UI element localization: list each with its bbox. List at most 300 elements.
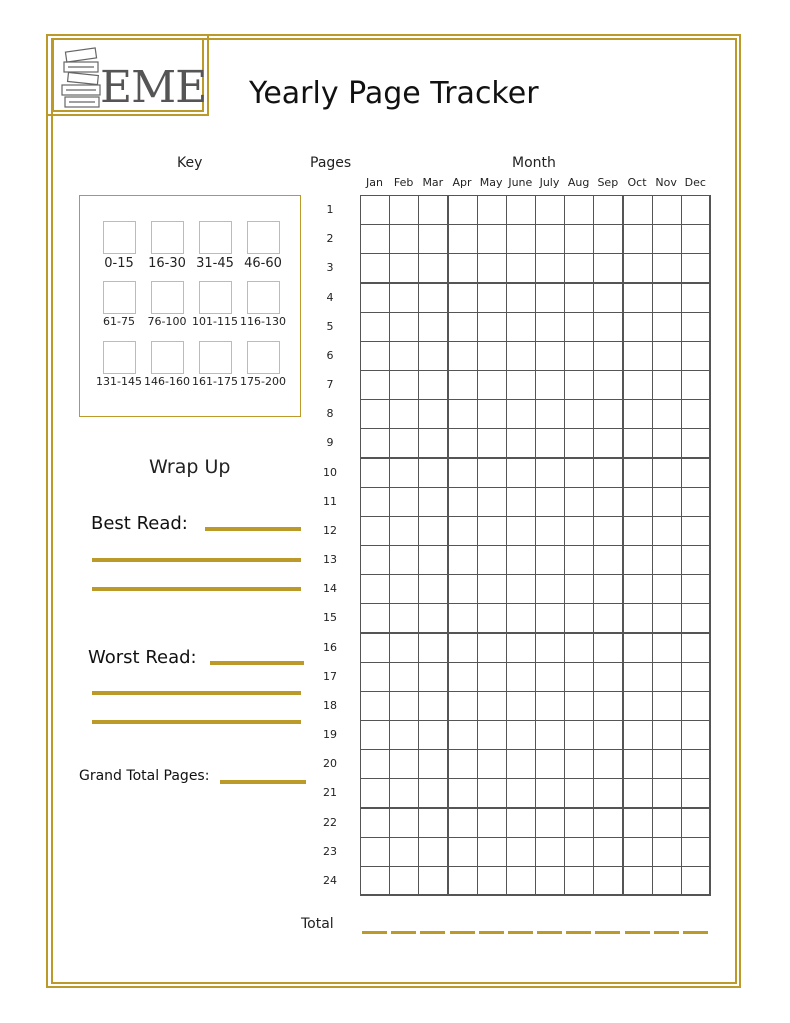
- tracker-cell[interactable]: [652, 516, 682, 546]
- tracker-cell[interactable]: [477, 370, 507, 400]
- month-total-line[interactable]: [683, 931, 708, 934]
- key-swatch[interactable]: [247, 221, 280, 254]
- tracker-cell[interactable]: [360, 808, 390, 838]
- tracker-cell[interactable]: [418, 312, 448, 342]
- tracker-cell[interactable]: [623, 253, 653, 283]
- tracker-cell[interactable]: [652, 691, 682, 721]
- tracker-cell[interactable]: [418, 837, 448, 867]
- tracker-cell[interactable]: [535, 195, 565, 225]
- tracker-cell[interactable]: [448, 516, 478, 546]
- tracker-cell[interactable]: [506, 720, 536, 750]
- tracker-cell[interactable]: [477, 224, 507, 254]
- tracker-cell[interactable]: [477, 691, 507, 721]
- tracker-cell[interactable]: [477, 574, 507, 604]
- tracker-cell[interactable]: [418, 370, 448, 400]
- tracker-cell[interactable]: [564, 574, 594, 604]
- tracker-cell[interactable]: [535, 224, 565, 254]
- tracker-cell[interactable]: [535, 662, 565, 692]
- tracker-cell[interactable]: [535, 778, 565, 808]
- tracker-cell[interactable]: [506, 808, 536, 838]
- tracker-cell[interactable]: [389, 662, 419, 692]
- tracker-cell[interactable]: [448, 866, 478, 896]
- tracker-cell[interactable]: [564, 341, 594, 371]
- tracker-cell[interactable]: [477, 487, 507, 517]
- tracker-cell[interactable]: [360, 866, 390, 896]
- tracker-cell[interactable]: [418, 574, 448, 604]
- tracker-cell[interactable]: [535, 545, 565, 575]
- tracker-cell[interactable]: [652, 370, 682, 400]
- tracker-cell[interactable]: [418, 341, 448, 371]
- tracker-cell[interactable]: [506, 603, 536, 633]
- tracker-cell[interactable]: [623, 837, 653, 867]
- tracker-cell[interactable]: [506, 633, 536, 663]
- tracker-cell[interactable]: [535, 487, 565, 517]
- tracker-cell[interactable]: [535, 253, 565, 283]
- tracker-cell[interactable]: [448, 283, 478, 313]
- tracker-cell[interactable]: [535, 691, 565, 721]
- tracker-cell[interactable]: [477, 633, 507, 663]
- tracker-cell[interactable]: [360, 428, 390, 458]
- tracker-cell[interactable]: [681, 808, 711, 838]
- tracker-cell[interactable]: [418, 224, 448, 254]
- tracker-cell[interactable]: [623, 778, 653, 808]
- tracker-cell[interactable]: [623, 545, 653, 575]
- tracker-cell[interactable]: [681, 224, 711, 254]
- tracker-cell[interactable]: [448, 720, 478, 750]
- tracker-cell[interactable]: [360, 778, 390, 808]
- tracker-cell[interactable]: [593, 691, 623, 721]
- tracker-cell[interactable]: [418, 516, 448, 546]
- tracker-cell[interactable]: [389, 808, 419, 838]
- tracker-cell[interactable]: [389, 370, 419, 400]
- tracker-cell[interactable]: [652, 458, 682, 488]
- tracker-cell[interactable]: [389, 312, 419, 342]
- tracker-cell[interactable]: [477, 312, 507, 342]
- tracker-cell[interactable]: [389, 574, 419, 604]
- tracker-cell[interactable]: [623, 691, 653, 721]
- tracker-cell[interactable]: [593, 428, 623, 458]
- tracker-cell[interactable]: [681, 691, 711, 721]
- tracker-cell[interactable]: [593, 749, 623, 779]
- tracker-cell[interactable]: [652, 633, 682, 663]
- tracker-cell[interactable]: [418, 808, 448, 838]
- tracker-cell[interactable]: [448, 428, 478, 458]
- tracker-cell[interactable]: [623, 808, 653, 838]
- tracker-cell[interactable]: [418, 720, 448, 750]
- tracker-cell[interactable]: [448, 195, 478, 225]
- tracker-cell[interactable]: [506, 749, 536, 779]
- tracker-cell[interactable]: [652, 253, 682, 283]
- tracker-cell[interactable]: [593, 487, 623, 517]
- best-read-line-1[interactable]: [205, 527, 301, 531]
- tracker-cell[interactable]: [681, 283, 711, 313]
- key-swatch[interactable]: [151, 281, 184, 314]
- tracker-cell[interactable]: [593, 370, 623, 400]
- tracker-cell[interactable]: [360, 633, 390, 663]
- tracker-cell[interactable]: [418, 545, 448, 575]
- tracker-cell[interactable]: [652, 778, 682, 808]
- tracker-cell[interactable]: [360, 399, 390, 429]
- tracker-cell[interactable]: [448, 691, 478, 721]
- tracker-cell[interactable]: [389, 428, 419, 458]
- tracker-cell[interactable]: [535, 749, 565, 779]
- tracker-cell[interactable]: [477, 399, 507, 429]
- month-total-line[interactable]: [479, 931, 504, 934]
- month-total-line[interactable]: [537, 931, 562, 934]
- key-swatch[interactable]: [151, 341, 184, 374]
- tracker-cell[interactable]: [623, 428, 653, 458]
- tracker-cell[interactable]: [564, 399, 594, 429]
- tracker-cell[interactable]: [623, 574, 653, 604]
- tracker-cell[interactable]: [389, 778, 419, 808]
- tracker-cell[interactable]: [360, 195, 390, 225]
- tracker-cell[interactable]: [564, 720, 594, 750]
- tracker-cell[interactable]: [477, 253, 507, 283]
- month-total-line[interactable]: [391, 931, 416, 934]
- tracker-cell[interactable]: [448, 312, 478, 342]
- tracker-cell[interactable]: [535, 603, 565, 633]
- tracker-cell[interactable]: [360, 253, 390, 283]
- tracker-cell[interactable]: [593, 837, 623, 867]
- tracker-cell[interactable]: [652, 545, 682, 575]
- month-total-line[interactable]: [566, 931, 591, 934]
- tracker-cell[interactable]: [389, 487, 419, 517]
- tracker-cell[interactable]: [506, 778, 536, 808]
- tracker-cell[interactable]: [535, 574, 565, 604]
- tracker-cell[interactable]: [593, 283, 623, 313]
- tracker-cell[interactable]: [360, 574, 390, 604]
- tracker-cell[interactable]: [681, 487, 711, 517]
- tracker-cell[interactable]: [652, 720, 682, 750]
- tracker-cell[interactable]: [506, 253, 536, 283]
- tracker-cell[interactable]: [506, 866, 536, 896]
- key-swatch[interactable]: [247, 341, 280, 374]
- tracker-cell[interactable]: [389, 283, 419, 313]
- tracker-cell[interactable]: [477, 749, 507, 779]
- tracker-cell[interactable]: [593, 224, 623, 254]
- tracker-cell[interactable]: [418, 253, 448, 283]
- tracker-cell[interactable]: [506, 399, 536, 429]
- tracker-cell[interactable]: [535, 399, 565, 429]
- tracker-cell[interactable]: [506, 691, 536, 721]
- tracker-cell[interactable]: [535, 312, 565, 342]
- tracker-cell[interactable]: [389, 253, 419, 283]
- tracker-cell[interactable]: [535, 720, 565, 750]
- tracker-cell[interactable]: [448, 574, 478, 604]
- tracker-cell[interactable]: [652, 866, 682, 896]
- tracker-cell[interactable]: [564, 808, 594, 838]
- tracker-cell[interactable]: [593, 195, 623, 225]
- tracker-cell[interactable]: [593, 633, 623, 663]
- tracker-cell[interactable]: [681, 341, 711, 371]
- tracker-cell[interactable]: [506, 370, 536, 400]
- tracker-cell[interactable]: [506, 545, 536, 575]
- tracker-cell[interactable]: [623, 487, 653, 517]
- tracker-cell[interactable]: [623, 399, 653, 429]
- key-swatch[interactable]: [103, 221, 136, 254]
- month-total-line[interactable]: [625, 931, 650, 934]
- tracker-cell[interactable]: [506, 428, 536, 458]
- tracker-cell[interactable]: [593, 516, 623, 546]
- tracker-cell[interactable]: [418, 428, 448, 458]
- tracker-cell[interactable]: [477, 195, 507, 225]
- tracker-cell[interactable]: [448, 224, 478, 254]
- tracker-cell[interactable]: [418, 691, 448, 721]
- tracker-cell[interactable]: [477, 428, 507, 458]
- tracker-cell[interactable]: [652, 283, 682, 313]
- tracker-cell[interactable]: [623, 458, 653, 488]
- tracker-cell[interactable]: [418, 399, 448, 429]
- worst-read-line-2[interactable]: [92, 691, 301, 695]
- tracker-cell[interactable]: [593, 458, 623, 488]
- tracker-cell[interactable]: [448, 458, 478, 488]
- tracker-cell[interactable]: [418, 195, 448, 225]
- tracker-cell[interactable]: [652, 399, 682, 429]
- key-swatch[interactable]: [199, 221, 232, 254]
- tracker-cell[interactable]: [652, 224, 682, 254]
- tracker-cell[interactable]: [506, 837, 536, 867]
- tracker-cell[interactable]: [623, 720, 653, 750]
- tracker-cell[interactable]: [506, 458, 536, 488]
- tracker-cell[interactable]: [389, 458, 419, 488]
- tracker-cell[interactable]: [681, 399, 711, 429]
- tracker-cell[interactable]: [389, 633, 419, 663]
- tracker-cell[interactable]: [360, 516, 390, 546]
- tracker-cell[interactable]: [477, 516, 507, 546]
- tracker-cell[interactable]: [652, 487, 682, 517]
- tracker-cell[interactable]: [681, 545, 711, 575]
- key-swatch[interactable]: [151, 221, 184, 254]
- tracker-cell[interactable]: [477, 283, 507, 313]
- tracker-cell[interactable]: [623, 370, 653, 400]
- tracker-cell[interactable]: [535, 866, 565, 896]
- tracker-cell[interactable]: [477, 866, 507, 896]
- tracker-cell[interactable]: [623, 516, 653, 546]
- tracker-cell[interactable]: [418, 662, 448, 692]
- key-swatch[interactable]: [247, 281, 280, 314]
- tracker-cell[interactable]: [564, 633, 594, 663]
- tracker-cell[interactable]: [623, 633, 653, 663]
- tracker-cell[interactable]: [506, 341, 536, 371]
- tracker-cell[interactable]: [535, 370, 565, 400]
- tracker-cell[interactable]: [681, 603, 711, 633]
- tracker-cell[interactable]: [389, 603, 419, 633]
- tracker-cell[interactable]: [477, 545, 507, 575]
- best-read-line-2[interactable]: [92, 558, 301, 562]
- tracker-cell[interactable]: [535, 341, 565, 371]
- tracker-cell[interactable]: [564, 778, 594, 808]
- tracker-cell[interactable]: [477, 603, 507, 633]
- tracker-cell[interactable]: [652, 603, 682, 633]
- tracker-cell[interactable]: [418, 603, 448, 633]
- month-total-line[interactable]: [362, 931, 387, 934]
- tracker-cell[interactable]: [593, 866, 623, 896]
- tracker-cell[interactable]: [593, 603, 623, 633]
- tracker-cell[interactable]: [535, 428, 565, 458]
- tracker-cell[interactable]: [564, 487, 594, 517]
- tracker-cell[interactable]: [593, 720, 623, 750]
- tracker-cell[interactable]: [623, 224, 653, 254]
- tracker-cell[interactable]: [623, 749, 653, 779]
- tracker-cell[interactable]: [360, 691, 390, 721]
- tracker-cell[interactable]: [564, 749, 594, 779]
- tracker-cell[interactable]: [652, 808, 682, 838]
- tracker-cell[interactable]: [418, 866, 448, 896]
- key-swatch[interactable]: [103, 281, 136, 314]
- tracker-cell[interactable]: [389, 691, 419, 721]
- tracker-cell[interactable]: [623, 283, 653, 313]
- tracker-cell[interactable]: [389, 516, 419, 546]
- tracker-cell[interactable]: [418, 458, 448, 488]
- tracker-cell[interactable]: [477, 341, 507, 371]
- tracker-cell[interactable]: [593, 399, 623, 429]
- month-total-line[interactable]: [654, 931, 679, 934]
- tracker-cell[interactable]: [360, 341, 390, 371]
- tracker-cell[interactable]: [681, 370, 711, 400]
- tracker-cell[interactable]: [652, 341, 682, 371]
- worst-read-line-3[interactable]: [92, 720, 301, 724]
- tracker-cell[interactable]: [535, 516, 565, 546]
- tracker-cell[interactable]: [448, 370, 478, 400]
- tracker-cell[interactable]: [593, 808, 623, 838]
- tracker-cell[interactable]: [593, 574, 623, 604]
- tracker-cell[interactable]: [564, 516, 594, 546]
- tracker-cell[interactable]: [681, 720, 711, 750]
- tracker-cell[interactable]: [506, 574, 536, 604]
- tracker-cell[interactable]: [681, 662, 711, 692]
- tracker-cell[interactable]: [448, 487, 478, 517]
- tracker-cell[interactable]: [623, 341, 653, 371]
- tracker-cell[interactable]: [564, 312, 594, 342]
- tracker-cell[interactable]: [681, 749, 711, 779]
- tracker-cell[interactable]: [681, 195, 711, 225]
- tracker-cell[interactable]: [564, 837, 594, 867]
- tracker-cell[interactable]: [535, 633, 565, 663]
- tracker-cell[interactable]: [448, 633, 478, 663]
- tracker-cell[interactable]: [681, 866, 711, 896]
- tracker-cell[interactable]: [681, 837, 711, 867]
- tracker-cell[interactable]: [593, 253, 623, 283]
- tracker-cell[interactable]: [360, 312, 390, 342]
- tracker-cell[interactable]: [360, 370, 390, 400]
- month-total-line[interactable]: [420, 931, 445, 934]
- tracker-cell[interactable]: [564, 253, 594, 283]
- tracker-cell[interactable]: [448, 749, 478, 779]
- tracker-cell[interactable]: [389, 195, 419, 225]
- tracker-cell[interactable]: [448, 341, 478, 371]
- tracker-cell[interactable]: [389, 720, 419, 750]
- tracker-cell[interactable]: [564, 428, 594, 458]
- tracker-cell[interactable]: [389, 399, 419, 429]
- worst-read-line-1[interactable]: [210, 661, 304, 665]
- tracker-cell[interactable]: [448, 603, 478, 633]
- tracker-cell[interactable]: [652, 662, 682, 692]
- tracker-cell[interactable]: [593, 662, 623, 692]
- tracker-cell[interactable]: [506, 662, 536, 692]
- tracker-cell[interactable]: [593, 545, 623, 575]
- tracker-cell[interactable]: [360, 720, 390, 750]
- tracker-cell[interactable]: [593, 341, 623, 371]
- tracker-cell[interactable]: [652, 428, 682, 458]
- tracker-cell[interactable]: [623, 603, 653, 633]
- month-total-line[interactable]: [595, 931, 620, 934]
- tracker-cell[interactable]: [593, 312, 623, 342]
- tracker-cell[interactable]: [506, 224, 536, 254]
- tracker-cell[interactable]: [506, 283, 536, 313]
- key-swatch[interactable]: [103, 341, 136, 374]
- tracker-cell[interactable]: [360, 749, 390, 779]
- tracker-cell[interactable]: [535, 808, 565, 838]
- tracker-cell[interactable]: [448, 399, 478, 429]
- tracker-cell[interactable]: [360, 283, 390, 313]
- tracker-cell[interactable]: [448, 253, 478, 283]
- tracker-cell[interactable]: [564, 370, 594, 400]
- tracker-cell[interactable]: [623, 195, 653, 225]
- tracker-cell[interactable]: [448, 778, 478, 808]
- tracker-cell[interactable]: [564, 458, 594, 488]
- tracker-cell[interactable]: [564, 195, 594, 225]
- tracker-cell[interactable]: [652, 837, 682, 867]
- tracker-cell[interactable]: [535, 837, 565, 867]
- tracker-cell[interactable]: [564, 691, 594, 721]
- tracker-cell[interactable]: [564, 545, 594, 575]
- tracker-cell[interactable]: [564, 283, 594, 313]
- tracker-cell[interactable]: [360, 487, 390, 517]
- month-total-line[interactable]: [508, 931, 533, 934]
- tracker-cell[interactable]: [681, 633, 711, 663]
- tracker-cell[interactable]: [681, 253, 711, 283]
- tracker-cell[interactable]: [564, 224, 594, 254]
- tracker-cell[interactable]: [418, 283, 448, 313]
- tracker-cell[interactable]: [681, 458, 711, 488]
- tracker-cell[interactable]: [652, 195, 682, 225]
- tracker-cell[interactable]: [477, 458, 507, 488]
- tracker-cell[interactable]: [506, 487, 536, 517]
- tracker-cell[interactable]: [652, 749, 682, 779]
- tracker-cell[interactable]: [681, 312, 711, 342]
- key-swatch[interactable]: [199, 341, 232, 374]
- tracker-cell[interactable]: [418, 633, 448, 663]
- tracker-cell[interactable]: [360, 662, 390, 692]
- tracker-cell[interactable]: [593, 778, 623, 808]
- tracker-cell[interactable]: [506, 312, 536, 342]
- tracker-cell[interactable]: [418, 749, 448, 779]
- tracker-cell[interactable]: [360, 603, 390, 633]
- tracker-cell[interactable]: [448, 662, 478, 692]
- tracker-cell[interactable]: [418, 778, 448, 808]
- tracker-cell[interactable]: [652, 574, 682, 604]
- best-read-line-3[interactable]: [92, 587, 301, 591]
- tracker-cell[interactable]: [448, 545, 478, 575]
- tracker-cell[interactable]: [477, 808, 507, 838]
- tracker-cell[interactable]: [477, 720, 507, 750]
- tracker-cell[interactable]: [535, 458, 565, 488]
- tracker-cell[interactable]: [477, 778, 507, 808]
- tracker-cell[interactable]: [360, 545, 390, 575]
- tracker-cell[interactable]: [389, 749, 419, 779]
- grand-total-line[interactable]: [220, 780, 306, 784]
- tracker-cell[interactable]: [389, 837, 419, 867]
- tracker-cell[interactable]: [564, 662, 594, 692]
- tracker-cell[interactable]: [681, 516, 711, 546]
- tracker-cell[interactable]: [389, 866, 419, 896]
- tracker-cell[interactable]: [448, 837, 478, 867]
- tracker-cell[interactable]: [389, 341, 419, 371]
- tracker-cell[interactable]: [681, 574, 711, 604]
- tracker-cell[interactable]: [506, 516, 536, 546]
- tracker-cell[interactable]: [652, 312, 682, 342]
- tracker-cell[interactable]: [360, 224, 390, 254]
